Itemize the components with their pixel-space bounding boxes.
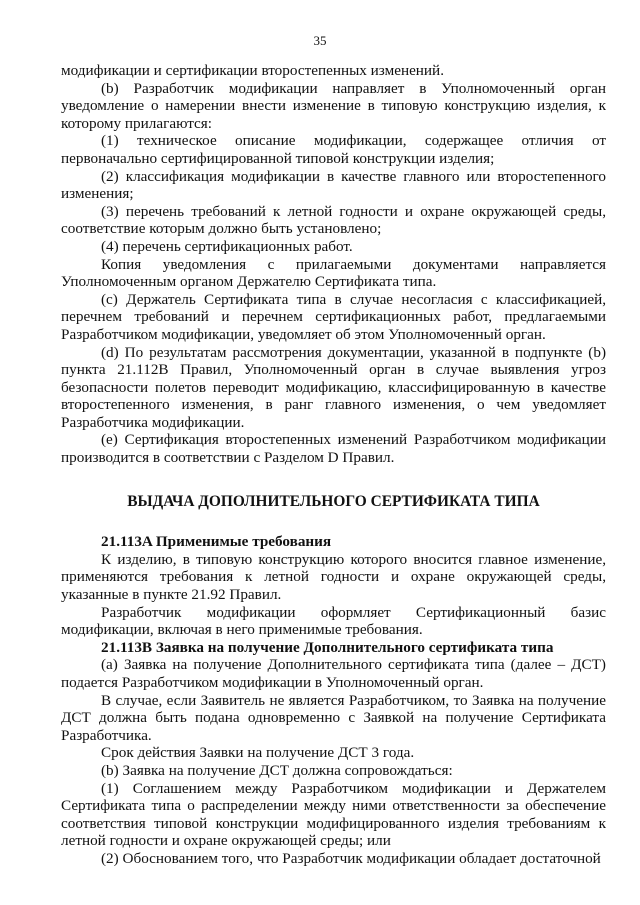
paragraph: Разработчик модификации оформляет Сертификационный базис модификации, включая в него применимые требования.	[61, 603, 606, 639]
paragraph: (c) Держатель Сертификата типа в случае несогласия с классификацией, перечнем требований и перечнем сертификационных работ, предлагаемыми Разработчиком модификации, уведомляет об этом Уполномоченный орган.	[61, 290, 606, 343]
paragraph: К изделию, в типовую конструкцию которого вносится главное изменение, применяются требования к летной годности и охране окружающей среды, указанные в пункте 21.92 Правил.	[61, 550, 606, 604]
section-heading: ВЫДАЧА ДОПОЛНИТЕЛЬНОГО СЕРТИФИКАТА ТИПА	[127, 492, 540, 510]
subsection-title: 21.113A Применимые требования	[101, 533, 332, 551]
paragraph: Копия уведомления с прилагаемыми документами направляется Уполномоченным органом Держателю Сертификата типа.	[61, 255, 606, 291]
paragraph: (3) перечень требований к летной годности и охране окружающей среды, соответствие которым должно быть установлено;	[61, 202, 606, 238]
page-body	[61, 62, 606, 868]
paragraph: (2) Обоснованием того, что Разработчик модификации обладает достаточной	[101, 849, 601, 867]
paragraph: (a) Заявка на получение Дополнительного сертификата типа (далее – ДСТ) подается Разработчиком модификации в Уполномоченный орган.	[61, 656, 606, 691]
paragraph: В случае, если Заявитель не является Разработчиком, то Заявка на получение ДСТ должна быть подана одновременно с Заявкой на получение Сертификата Разработчика.	[61, 691, 606, 744]
paragraph: (d) По результатам рассмотрения документации, указанной в подпункте (b) пункта 21.112B Правил, Уполномоченный орган в случае выявления угроз безопасности полетов переводит модификацию, классифицированную в качестве второстепенного изменения, в ранг главного изменения, о чем уведомляет Разработчика модификации.	[61, 343, 606, 431]
subsection-title: 21.113B Заявка на получение Дополнительного сертификата типа	[101, 638, 554, 656]
paragraph: (b) Разработчик модификации направляет в Уполномоченный орган уведомление о намерении внести изменение в типовую конструкцию изделия, к которому прилагаются:	[61, 79, 606, 132]
paragraph: (1) Соглашением между Разработчиком модификации и Держателем Сертификата типа о распределении между ними ответственности за обеспечение соответствия типовой конструкции модифицированного изделия требованиям к летной годности и охране окружающей среды; или	[61, 779, 606, 850]
paragraph: (2) классификация модификации в качестве главного или второстепенного изменения;	[61, 167, 606, 203]
paragraph: модификации и сертификации второстепенных изменений.	[61, 62, 444, 79]
paragraph: (b) Заявка на получение ДСТ должна сопровождаться:	[101, 761, 453, 779]
page-number: 35	[313, 33, 327, 48]
paragraph: (e) Сертификация второстепенных изменений Разработчиком модификации производится в соответствии с Разделом D Правил.	[61, 431, 606, 467]
paragraph: (1) техническое описание модификации, содержащее отличия от первоначально сертифицированной типовой конструкции изделия;	[61, 132, 606, 167]
paragraph: (4) перечень сертификационных работ.	[101, 237, 353, 255]
paragraph: Срок действия Заявки на получение ДСТ 3 года.	[101, 744, 415, 762]
